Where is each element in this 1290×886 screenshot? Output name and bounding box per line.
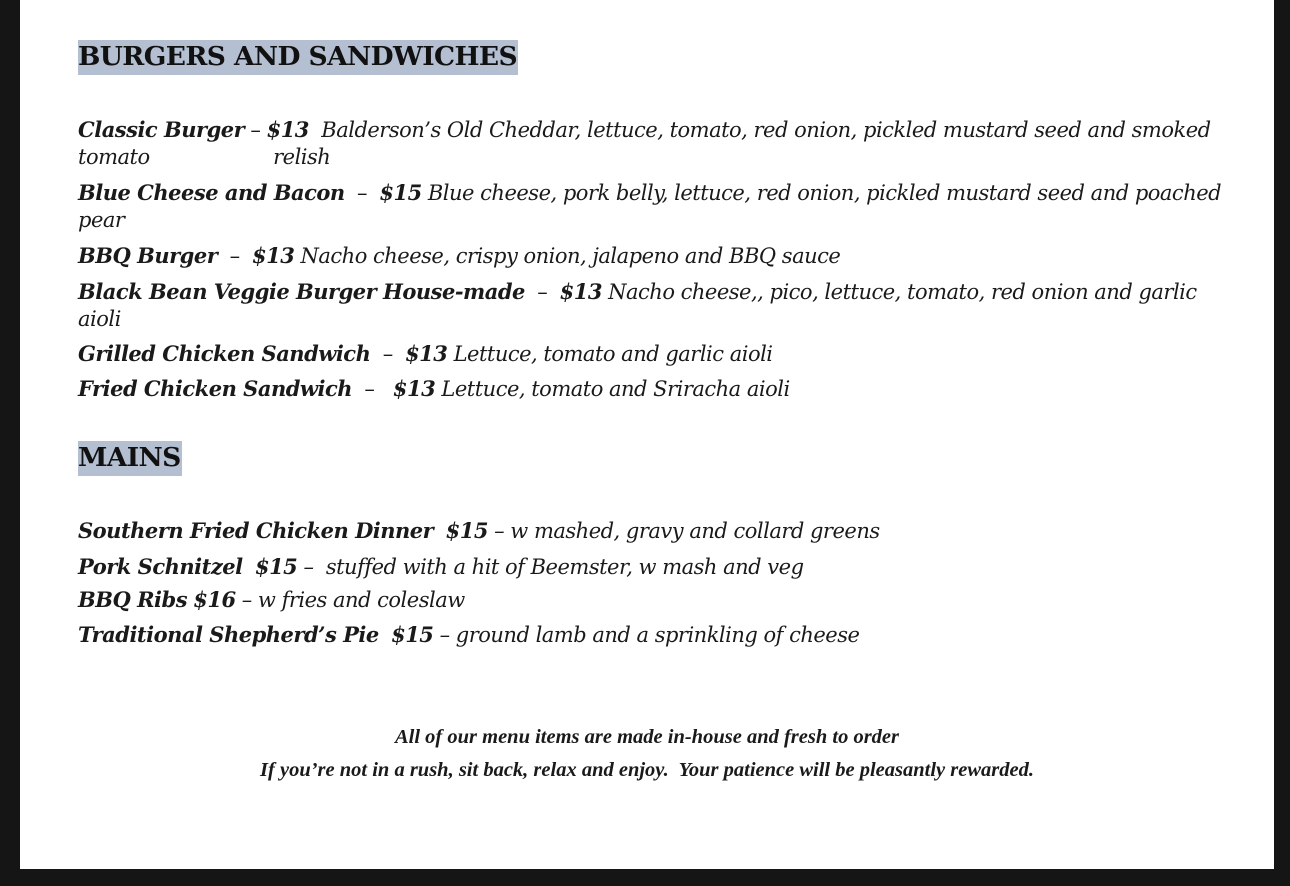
item-price: $13 bbox=[392, 376, 436, 401]
item-price: $15 bbox=[391, 622, 434, 647]
item-separator: – bbox=[344, 181, 380, 205]
item-name: Southern Fried Chicken Dinner bbox=[78, 518, 434, 543]
menu-item bbox=[78, 116, 1228, 171]
item-price: $16 bbox=[193, 587, 236, 612]
item-description: Lettuce, tomato and garlic aioli bbox=[447, 342, 773, 366]
menu-item bbox=[78, 278, 1228, 333]
item-name: BBQ Burger bbox=[78, 243, 218, 268]
item-price: $13 bbox=[559, 279, 602, 304]
item-name: Classic Burger bbox=[78, 117, 245, 142]
item-separator bbox=[433, 519, 445, 543]
item-description: – ground lamb and a sprinkling of cheese bbox=[433, 623, 860, 647]
item-separator bbox=[379, 623, 391, 647]
section-heading-mains: MAINS bbox=[78, 441, 182, 476]
item-description: – stuffed with a hit of Beemster, w mash and veg bbox=[297, 555, 804, 579]
menu-item bbox=[78, 242, 1228, 270]
menu-item bbox=[78, 553, 1228, 581]
item-separator bbox=[243, 555, 255, 579]
item-name: Traditional Shepherd’s Pie bbox=[78, 622, 379, 647]
footer-note-line-2: If you’re not in a rush, sit back, relax and enjoy. Your patience will be pleasantly rewarded. bbox=[260, 759, 1034, 781]
item-name: Blue Cheese and Bacon bbox=[78, 180, 345, 205]
item-separator: – bbox=[352, 377, 393, 401]
menu-item bbox=[78, 375, 1228, 403]
item-price: $13 bbox=[252, 243, 295, 268]
menu-item bbox=[78, 517, 1228, 545]
item-price: $15 bbox=[254, 554, 298, 579]
item-separator: – bbox=[244, 118, 267, 142]
item-description: – w mashed, gravy and collard greens bbox=[487, 519, 880, 543]
item-price: $15 bbox=[445, 518, 488, 543]
item-name: Pork Schnitzel bbox=[78, 554, 243, 579]
item-description: Blue cheese, pork belly, lettuce, red onion, pickled mustard seed and poached pear bbox=[78, 181, 1222, 232]
section-heading-burgers: BURGERS AND SANDWICHES bbox=[78, 40, 518, 75]
item-description: Lettuce, tomato and Sriracha aioli bbox=[435, 377, 790, 401]
item-description: – w fries and coleslaw bbox=[235, 588, 465, 612]
menu-item bbox=[78, 179, 1228, 234]
item-separator: – bbox=[524, 280, 560, 304]
item-separator: – bbox=[217, 244, 252, 268]
item-description: Nacho cheese, crispy onion, jalapeno and BBQ sauce bbox=[294, 244, 841, 268]
item-description: Nacho cheese,, pico, lettuce, tomato, red onion and garlic aioli bbox=[78, 280, 1197, 331]
item-separator: – bbox=[370, 342, 406, 366]
item-price: $13 bbox=[266, 117, 309, 142]
item-name: Fried Chicken Sandwich bbox=[78, 376, 353, 401]
footer-note-line-1: All of our menu items are made in-house and fresh to order bbox=[394, 726, 899, 748]
item-price: $13 bbox=[405, 341, 448, 366]
item-price: $15 bbox=[379, 180, 422, 205]
menu-item bbox=[78, 621, 1228, 649]
menu-item bbox=[78, 586, 1228, 614]
item-name: Black Bean Veggie Burger House-made bbox=[78, 279, 525, 304]
item-description: Balderson’s Old Cheddar, lettuce, tomato, red onion, pickled mustard seed and smoked tomato relish bbox=[78, 118, 1217, 169]
item-name: BBQ Ribs bbox=[78, 587, 188, 612]
item-name: Grilled Chicken Sandwich bbox=[78, 341, 371, 366]
menu-page bbox=[20, 0, 1274, 869]
menu-item bbox=[78, 340, 1228, 368]
